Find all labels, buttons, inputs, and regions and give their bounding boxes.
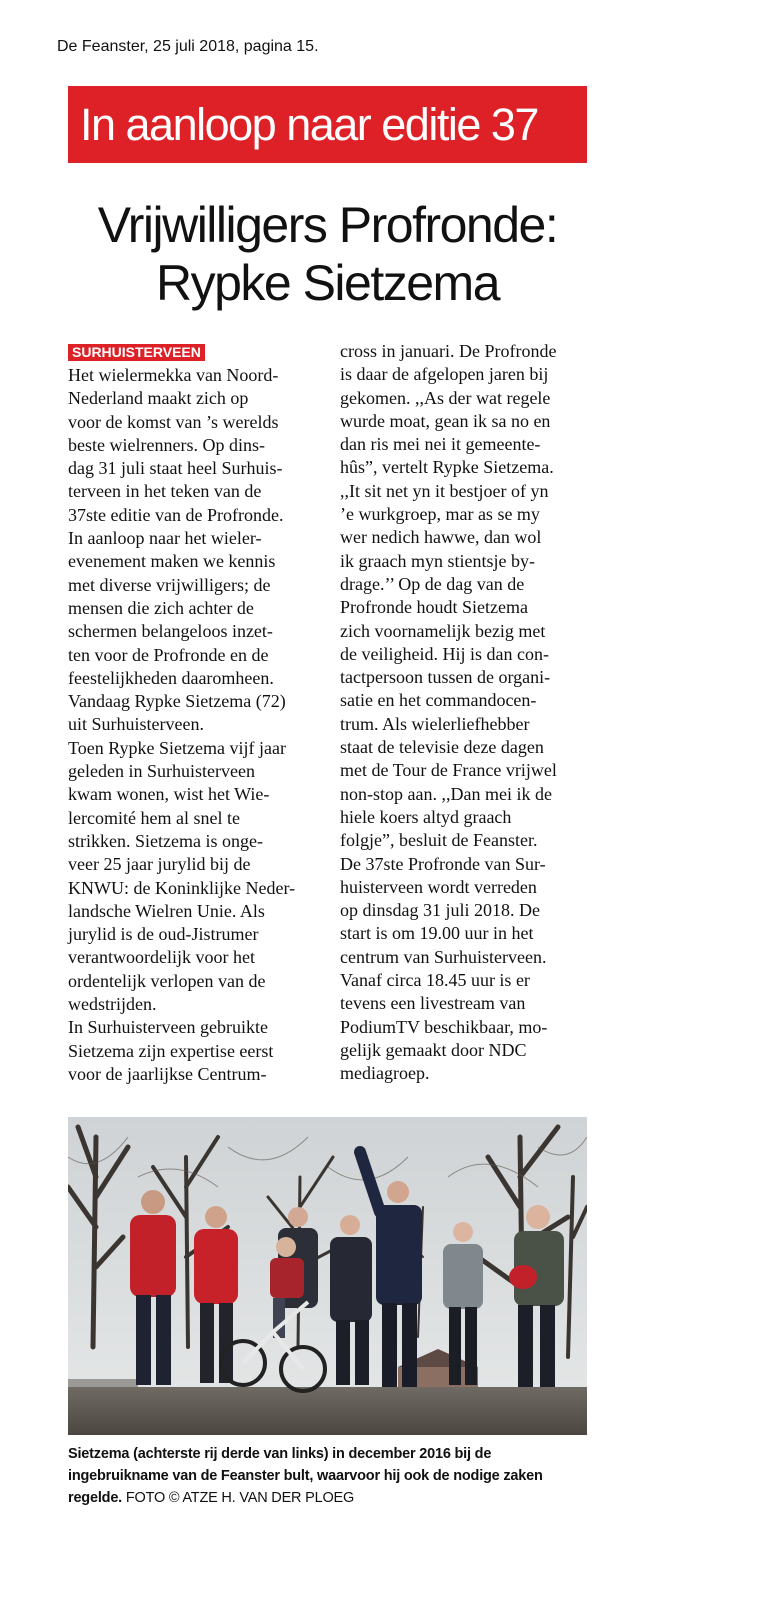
dateline: SURHUISTERVEEN <box>68 344 205 361</box>
text-line: KNWU: de Koninklijke Neder- <box>68 877 296 898</box>
text-line: 37ste editie van de Profronde. <box>68 504 284 525</box>
text-line: ten voor de Profronde en de <box>68 644 269 665</box>
text-line: schermen belangeloos inzet- <box>68 621 273 642</box>
text-line: wer nedich hawwe, dan wol <box>340 527 542 548</box>
text-line: landsche Wielren Unie. Als <box>68 900 265 921</box>
text-line: zich voornamelijk bezig met <box>340 620 546 641</box>
text-line: wedstrijden. <box>68 994 157 1015</box>
text-line: non-stop aan. ,,Dan mei ik de <box>340 783 552 804</box>
text-line: beste wielrenners. Op dins- <box>68 434 265 455</box>
text-line: mediagroep. <box>340 1063 430 1084</box>
article-headline <box>68 196 587 312</box>
text-line: met diverse vrijwilligers; de <box>68 574 271 595</box>
text-line: hiele koers altyd graach <box>340 806 512 827</box>
text-line: dan ris mei nei it gemeente- <box>340 434 541 455</box>
text-line: De 37ste Profronde van Sur- <box>340 853 546 874</box>
photo-caption <box>68 1443 587 1509</box>
text-line: wurde moat, gean ik sa no en <box>340 410 551 431</box>
headline-line-1: Vrijwilligers Profronde: <box>97 197 558 253</box>
text-line: verantwoordelijk voor het <box>68 947 255 968</box>
text-line: lercomité hem al snel te <box>68 807 240 828</box>
text-line: satie en het commandocen- <box>340 690 537 711</box>
text-line: ’e wurkgroep, mar as se my <box>340 504 540 525</box>
article-photo <box>68 1117 587 1435</box>
text-line: op dinsdag 31 juli 2018. De <box>340 900 540 921</box>
text-line: Nederland maakt zich op <box>68 388 249 409</box>
text-line: staat de televisie deze dagen <box>340 737 544 758</box>
text-line: centrum van Surhuisterveen. <box>340 946 547 967</box>
text-line: Profronde houdt Sietzema <box>340 597 528 618</box>
text-line: uit Surhuisterveen. <box>68 714 204 735</box>
text-line: ordentelijk verlopen van de <box>68 970 266 991</box>
text-line: voor de jaarlijkse Centrum- <box>68 1063 267 1084</box>
text-line: Vanaf circa 18.45 uur is er <box>340 970 530 991</box>
text-line: mensen die zich achter de <box>68 597 254 618</box>
banner-text: In aanloop naar editie 37 <box>80 99 538 150</box>
source-line: De Feanster, 25 juli 2018, pagina 15. <box>57 38 319 55</box>
text-line: is daar de afgelopen jaren bij <box>340 364 549 385</box>
text-line: Sietzema zijn expertise eerst <box>68 1040 274 1061</box>
text-line: cross in januari. De Profronde <box>340 341 557 361</box>
text-line: jurylid is de oud-Jistrumer <box>68 924 259 945</box>
text-line: feestelijkheden daaromheen. <box>68 667 274 688</box>
text-line: ik graach myn stientsje by- <box>340 550 535 571</box>
article-column-2 <box>340 340 620 1086</box>
section-banner <box>68 86 587 163</box>
text-line: trum. Als wielerliefhebber <box>340 713 530 734</box>
caption-text: Sietzema (achterste rij derde van links) in december 2016 bij de ingebruikname van de Feanster bult, waarvoor hij ook de nodige zaken regelde. <box>68 1446 543 1506</box>
article-column-1 <box>68 340 348 1086</box>
text-line: terveen in het teken van de <box>68 481 262 502</box>
photo-illustration <box>68 1117 587 1435</box>
text-line: geleden in Surhuisterveen <box>68 761 255 782</box>
text-line: Het wielermekka van Noord- <box>68 365 279 385</box>
photo-credit: FOTO © ATZE H. VAN DER PLOEG <box>122 1490 355 1506</box>
column-2-text <box>340 340 620 1086</box>
text-line: veer 25 jaar jurylid bij de <box>68 854 251 875</box>
text-line: huisterveen wordt verreden <box>340 876 537 897</box>
text-line: de veiligheid. Hij is dan con- <box>340 643 549 664</box>
text-line: voor de komst van ’s werelds <box>68 411 279 432</box>
text-line: gekomen. ,,As der wat regele <box>340 387 551 408</box>
headline-line-2: Rypke Sietzema <box>155 255 500 311</box>
text-line: evenement maken we kennis <box>68 551 276 572</box>
text-line: PodiumTV beschikbaar, mo- <box>340 1016 548 1037</box>
text-line: In aanloop naar het wieler- <box>68 528 262 549</box>
text-line: folgje”, besluit de Feanster. <box>340 830 538 851</box>
text-line: Vandaag Rypke Sietzema (72) <box>68 691 286 712</box>
text-line: kwam wonen, wist het Wie- <box>68 784 270 805</box>
text-line: dag 31 juli staat heel Surhuis- <box>68 458 283 479</box>
text-line: gelijk gemaakt door NDC <box>340 1039 527 1060</box>
text-line: start is om 19.00 uur in het <box>340 923 534 944</box>
text-line: met de Tour de France vrijwel <box>340 760 557 781</box>
column-1-text <box>68 364 348 1086</box>
text-line: tevens een livestream van <box>340 993 526 1014</box>
text-line: drage.’’ Op de dag van de <box>340 573 525 594</box>
text-line: hûs”, vertelt Rypke Sietzema. <box>340 457 554 478</box>
text-line: tactpersoon tussen de organi- <box>340 667 551 688</box>
text-line: Toen Rypke Sietzema vijf jaar <box>68 737 286 758</box>
text-line: strikken. Sietzema is onge- <box>68 830 263 851</box>
text-line: In Surhuisterveen gebruikte <box>68 1017 268 1038</box>
text-line: ,,It sit net yn it bestjoer of yn <box>340 480 549 501</box>
